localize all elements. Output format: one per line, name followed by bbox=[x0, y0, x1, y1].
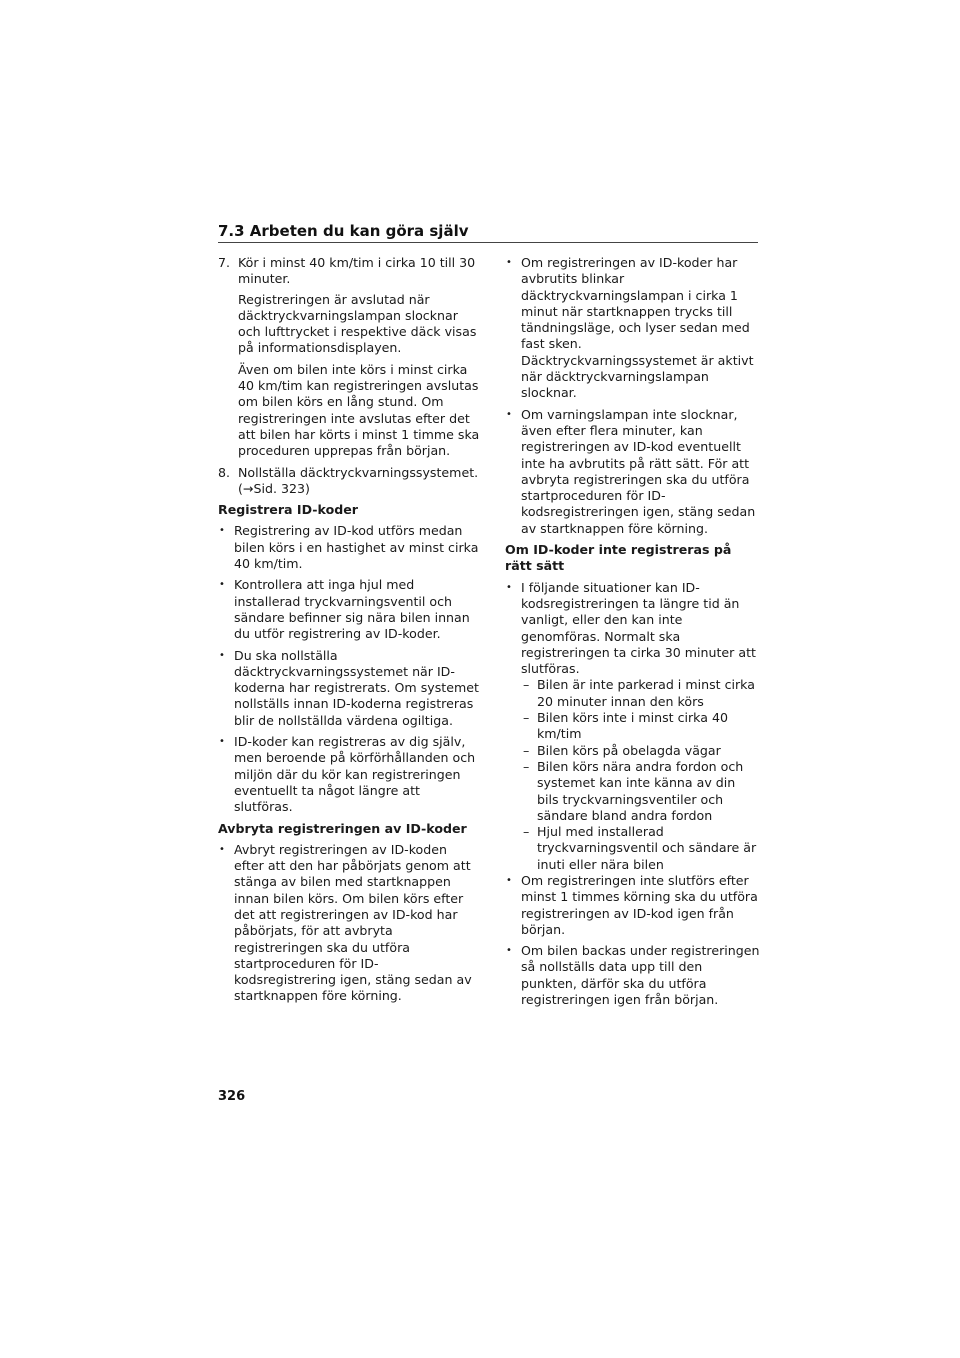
dash-item: – Bilen är inte parkerad i minst cirka 20 minuter innan den körs bbox=[523, 677, 755, 709]
list-item: • Om varningslampan inte slocknar, även efter flera minuter, kan registreringen av ID-kod eventuellt inte ha avbrutits på rätt sätt. För att avbryta registreringen ska du utföra startproceduren för ID-kodsregistreringen igen, stäng sedan av startknappen före körning. bbox=[505, 407, 760, 537]
list-item: • Kontrollera att inga hjul med installerad tryckvarningsventil och sändare befinner sig nära bilen innan du utför registrering av ID-koder. bbox=[218, 577, 480, 642]
dash-item-text: Bilen är inte parkerad i minst cirka 20 minuter innan den körs bbox=[537, 677, 755, 709]
left-column bbox=[218, 255, 480, 1010]
step-7-paragraph-2: Även om bilen inte körs i minst cirka 40 km/tim kan registreringen avslutas om bilen körs en lång stund. Om registreringen inte avslutas efter det att bilen har körts i minst 1 timme ska proceduren upprepas från början. bbox=[238, 361, 480, 459]
dash-item: – Hjul med installerad tryckvarningsventil och sändare är inuti eller nära bilen bbox=[523, 824, 757, 872]
step-7-paragraph-1: Registreringen är avslutad när däcktryckvarningslampan slocknar och lufttrycket i respektive däck visas på informationsdisplayen. bbox=[238, 291, 477, 356]
dash-item: – Bilen körs nära andra fordon och systemet kan inte känna av din bils tryckvarningsventiler och sändare bland andra fordon bbox=[523, 758, 744, 823]
step-8-number: 8. bbox=[218, 464, 231, 480]
list-item: • Registrering av ID-kod utförs medan bilen körs i en hastighet av minst cirka 40 km/tim. bbox=[218, 523, 480, 572]
dash-item-text: Bilen körs nära andra fordon och systemet kan inte känna av din bils tryckvarningsventiler och sändare bland andra fordon bbox=[537, 758, 744, 823]
heading-register-id-codes: Registrera ID-koder bbox=[218, 502, 358, 518]
dash-item: – Bilen körs på obelagda vägar bbox=[523, 742, 721, 758]
step-8 bbox=[218, 465, 480, 498]
list-item: • I följande situationer kan ID-kodsregistreringen ta längre tid än vanligt, eller den kan inte genomföras. Normalt ska registreringen ta cirka 30 minuter att slutföras. bbox=[505, 580, 760, 678]
list-item: • Om registreringen av ID-koder har avbrutits blinkar däcktryckvarningslampan i cirka 1 minut när startknappen trycks till tändningsläge, och lyser sedan med fast sken. Däcktryckvarningssystemet är aktivt när däcktryckvarningslampan slocknar. bbox=[505, 255, 760, 402]
page-number: 326 bbox=[218, 1089, 246, 1104]
right-column bbox=[505, 255, 760, 1013]
dash-item-text: Bilen körs på obelagda vägar bbox=[537, 742, 721, 758]
heading-cancel-registration: Avbryta registreringen av ID-koder bbox=[218, 820, 467, 836]
step-8-text: Nollställa däcktryckvarningssystemet. (→Sid. 323) bbox=[238, 464, 479, 496]
section-header: 7.3 Arbeten du kan göra själv bbox=[218, 222, 758, 243]
dash-item: – Bilen körs inte i minst cirka 40 km/tim bbox=[523, 710, 729, 742]
list-item: • Om bilen backas under registreringen så nollställs data upp till den punkten, därför ska du utföra registreringen igen från början. bbox=[505, 943, 760, 1008]
list-item: • ID-koder kan registreras av dig själv, men beroende på körförhållanden och miljön där du kör kan registreringen eventuellt ta något längre att slutföras. bbox=[218, 734, 480, 815]
step-7-text: Kör i minst 40 km/tim i cirka 10 till 30 minuter. bbox=[238, 255, 476, 287]
dash-item-text: Hjul med installerad tryckvarningsventil och sändare är inuti eller nära bilen bbox=[537, 824, 757, 872]
list-item: • Avbryt registreringen av ID-koden efter att den har påbörjats genom att stänga av bilen med startknappen innan bilen körs. Om bilen körs efter det att registreringen av ID-kod har påbörjats, för att avbryta registreringen ska du utföra startproceduren för ID-kodsregistrering igen, stäng sedan av startknappen före körning. bbox=[218, 842, 480, 1005]
step-7 bbox=[218, 255, 480, 288]
heading-id-codes-not-registered: Om ID-koder inte registreras på rätt sätt bbox=[505, 542, 732, 574]
dash-item-text: Bilen körs inte i minst cirka 40 km/tim bbox=[537, 710, 729, 742]
list-item: • Du ska nollställa däcktryckvarningssystemet när ID-koderna har registrerats. Om systemet nollställs innan ID-koderna registreras blir de nollställda värdena ogiltiga. bbox=[218, 648, 480, 729]
list-item: • Om registreringen inte slutförs efter minst 1 timmes körning ska du utföra registreringen av ID-kod igen från början. bbox=[505, 873, 760, 938]
step-7-number: 7. bbox=[218, 255, 231, 270]
